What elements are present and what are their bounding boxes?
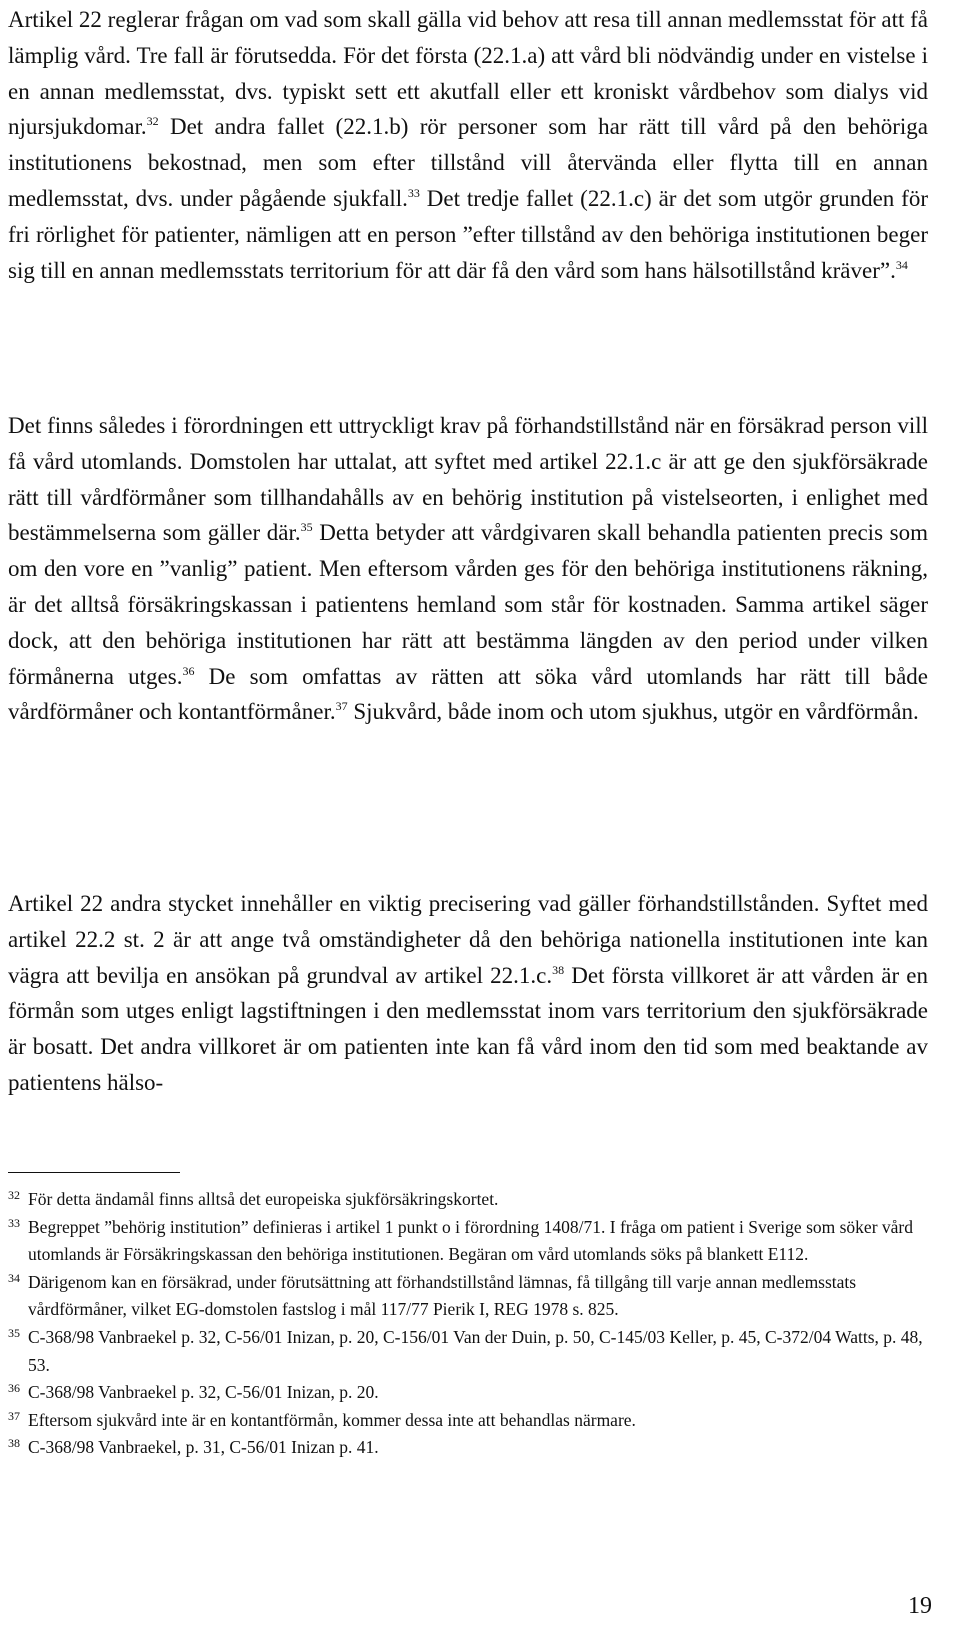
paragraph-prior-authorisation bbox=[8, 408, 928, 730]
paragraph-article-22-second bbox=[8, 886, 928, 1101]
footnote-text: Därigenom kan en försäkrad, under förutsättning att förhandstillstånd lämnas, få tillgång till varje annan medlemsstats vårdförmåner, vilket EG-domstolen fastslog i mål 117/77 Pierik I, REG 1978 s. 825. bbox=[28, 1271, 857, 1320]
footnote-number: 32 bbox=[8, 1188, 20, 1202]
footnote-text: Eftersom sjukvård inte är en kontantförmån, kommer dessa inte att behandlas närmare. bbox=[28, 1409, 636, 1430]
footnote-ref-33[interactable]: 33 bbox=[407, 185, 420, 200]
footnote-text: C-368/98 Vanbraekel, p. 31, C-56/01 Inizan p. 41. bbox=[28, 1437, 379, 1458]
footnote-35 bbox=[8, 1324, 923, 1379]
footnote-text: För detta ändamål finns alltså det europeiska sjukförsäkringskortet. bbox=[28, 1189, 499, 1209]
footnote-ref-35[interactable]: 35 bbox=[300, 520, 313, 535]
paragraph-text: Det första villkoret är att vården är en förmån som utges enligt lagstiftningen i den medlemsstat inom vars territorium den sjukförsäkrade är bosatt. Det andra villkoret är om patienten inte kan få vård inom den tid som med beaktande av patientens hälso- bbox=[8, 962, 929, 1095]
footnote-divider bbox=[8, 1172, 180, 1173]
paragraph-text: Sjukvård, både inom och utom sjukhus, utgör en vårdförmån. bbox=[347, 699, 919, 725]
paragraph-text: De som omfattas av rätten att söka vård utomlands har rätt till både vårdförmåner och kontantförmåner. bbox=[8, 663, 928, 725]
paragraph-text: Artikel 22 reglerar frågan om vad som skall gälla vid behov att resa till annan medlemsstat för att få lämplig vård. Tre fall är förutsedda. För det första (22.1.a) att vård bli nödvändig under en vistelse i en annan medlemsstat, dvs. typiskt sett ett akutfall eller ett kroniskt vårdbehov som dialys vid njursjukdomar. bbox=[8, 7, 928, 140]
footnote-ref-38[interactable]: 38 bbox=[552, 962, 565, 977]
footnote-34 bbox=[8, 1269, 923, 1324]
footnote-ref-34[interactable]: 34 bbox=[895, 257, 908, 272]
footnote-text: C-368/98 Vanbraekel p. 32, C-56/01 Inizan, p. 20. bbox=[28, 1382, 379, 1403]
footnote-33 bbox=[8, 1214, 923, 1269]
paragraph-text: Det andra fallet (22.1.b) rör personer som har rätt till vård på den behöriga institutionens bekostnad, men som efter tillstånd vill återvända eller flytta till en annan medlemsstat, dvs. under pågående sjukfall. bbox=[8, 114, 928, 211]
paragraph-text: Artikel 22 andra stycket innehåller en viktig precisering vad gäller förhandstillstånden. Syftet med artikel 22.2 st. 2 är att ange två omständigheter då den behöriga nationella institutionen inte kan vägra att bevilja en ansökan på grundval av artikel 22.1.c. bbox=[8, 891, 928, 988]
footnote-number: 33 bbox=[8, 1215, 20, 1230]
footnote-ref-37[interactable]: 37 bbox=[335, 699, 348, 714]
footnote-number: 34 bbox=[8, 1270, 20, 1285]
paragraph-text: Detta betyder att vårdgivaren skall behandla patienten precis som om den vore en ”vanlig” patient. Men eftersom vården ges för den behöriga institutionens räkning, är det alltså försäkringskassan i patientens hemland som står för kostnaden. Samma artikel säger dock, att den behöriga institutionen har rätt att bestämma längden av den period under vilken förmånerna utges. bbox=[8, 520, 928, 689]
footnote-text: Begreppet ”behörig institution” definieras i artikel 1 punkt o i förordning 1408/71. I fråga om patient i Sverige som söker vård utomlands är Försäkringskassan den behöriga institutionen. Begäran om vård utomlands söks på blankett E112. bbox=[28, 1216, 913, 1265]
footnote-ref-32[interactable]: 32 bbox=[146, 114, 159, 129]
paragraph-text: Det finns således i förordningen ett uttryckligt krav på förhandstillstånd när en försäkrad person vill få vård utomlands. Domstolen har uttalat, att syftet med artikel 22.1.c är att ge den sjukförsäkrade rätt till vårdförmåner som tillhandahålls av en behörig institution på vistelseorten, i enlighet med bestämmelserna som gäller där. bbox=[8, 413, 928, 546]
footnote-ref-36[interactable]: 36 bbox=[182, 663, 195, 678]
paragraph-text: Det tredje fallet (22.1.c) är det som utgör grunden för fri rörlighet för patienter, nämligen att en person ”efter tillstånd av den behöriga institutionen beger sig till en annan medlemsstats territorium för att där få den vård som hans hälsotillstånd kräver”. bbox=[8, 185, 928, 283]
footnote-37 bbox=[8, 1407, 923, 1435]
footnote-36 bbox=[8, 1379, 923, 1407]
footnote-38 bbox=[8, 1434, 923, 1462]
paragraph-article-22 bbox=[8, 2, 928, 288]
page-number: 19 bbox=[908, 1593, 932, 1619]
footnote-number: 38 bbox=[8, 1436, 20, 1451]
footnote-number: 36 bbox=[8, 1381, 20, 1396]
footnotes bbox=[8, 1186, 923, 1462]
footnote-number: 35 bbox=[8, 1325, 20, 1340]
footnote-32 bbox=[8, 1186, 923, 1214]
footnote-text: C-368/98 Vanbraekel p. 32, C-56/01 Inizan, p. 20, C-156/01 Van der Duin, p. 50, C-145/03 Keller, p. 45, C-372/04 Watts, p. 48, 53. bbox=[28, 1326, 923, 1375]
footnote-number: 37 bbox=[8, 1408, 20, 1423]
